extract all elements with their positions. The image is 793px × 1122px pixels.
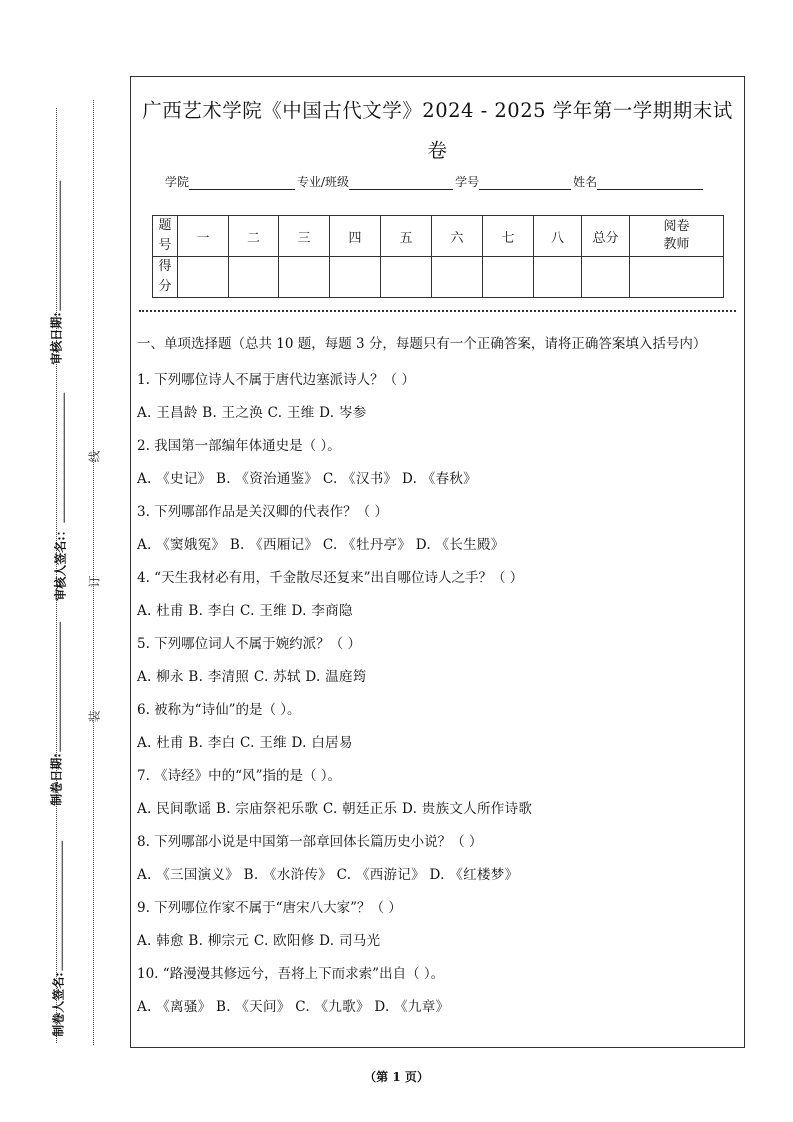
question-text: 8. 下列哪部小说是中国第一部章回体长篇历史小说？（ ） (137, 834, 483, 850)
major-class-field[interactable] (349, 177, 453, 190)
exam-title-line1: 广西艺术学院《中国古代文学》2024 - 2025 学年第一学期期末试 (142, 99, 733, 122)
reviewer-sign-line[interactable] (53, 392, 65, 522)
separator-dotted-line (139, 310, 736, 312)
section-header: 一、单项选择题（总共 10 题，每题 3 分，每题只有一个正确答案，请将正确答案填入括号内） (137, 336, 707, 352)
reviewer-sign-field (52, 392, 69, 600)
question-options: A. 《史记》 B. 《资治通鉴》 C. 《汉书》 D. 《春秋》 (137, 471, 477, 487)
maker-sign-field (50, 840, 67, 1036)
score-cell[interactable] (534, 257, 582, 298)
question-text: 3. 下列哪部作品是关汉卿的代表作？（ ） (137, 504, 388, 520)
header-cell-total: 总分 (582, 216, 630, 257)
score-cell[interactable] (432, 257, 483, 298)
student-info-row (165, 173, 705, 190)
college-field[interactable] (189, 177, 295, 190)
student-id-field[interactable] (479, 177, 571, 190)
score-cell[interactable] (381, 257, 432, 298)
college-label: 学院 (165, 175, 190, 189)
binding-dotted-line-inner (93, 100, 94, 1045)
question-text: 1. 下列哪位诗人不属于唐代边塞派诗人？（ ） (137, 372, 415, 388)
header-cell-4: 四 (330, 216, 381, 257)
name-field[interactable] (597, 177, 703, 190)
review-date-field (48, 180, 65, 364)
header-cell-3: 三 (279, 216, 330, 257)
question-text: 6. 被称为“诗仙”的是（ ）。 (137, 702, 301, 718)
maker-sign-line[interactable] (51, 840, 63, 970)
page-number-footer: （第 1 页） (364, 1070, 429, 1084)
score-cell[interactable] (279, 257, 330, 298)
exam-frame (130, 76, 745, 1048)
binding-mark-xian: 线 (87, 450, 102, 463)
binding-mark-zhuang: 装 (87, 710, 102, 723)
make-date-line[interactable] (49, 621, 61, 751)
name-label: 姓名 (573, 175, 598, 189)
question-options: A. 柳永 B. 李清照 C. 苏轼 D. 温庭筠 (137, 669, 367, 685)
score-cell[interactable] (330, 257, 381, 298)
score-cell[interactable] (582, 257, 630, 298)
question-options: A. 《窦娥冤》 B. 《西厢记》 C. 《牡丹亭》 D. 《长生殿》 (137, 537, 505, 553)
question-text: 9. 下列哪位作家不属于“唐宋八大家”？（ ） (137, 900, 402, 916)
question-number-label: 题号 (153, 216, 178, 257)
question-options: A. 韩愈 B. 柳宗元 C. 欧阳修 D. 司马光 (137, 933, 381, 949)
binding-mark-ding: 订 (87, 575, 102, 588)
header-cell-2: 二 (229, 216, 279, 257)
header-cell-5: 五 (381, 216, 432, 257)
question-options: A. 《三国演义》 B. 《水浒传》 C. 《西游记》 D. 《红楼梦》 (137, 867, 519, 883)
exam-title (131, 91, 744, 171)
question-options: A. 杜甫 B. 李白 C. 王维 D. 白居易 (137, 735, 353, 751)
header-cell-8: 八 (534, 216, 582, 257)
make-date-label: 制卷日期: (49, 753, 64, 806)
review-date-line[interactable] (49, 180, 61, 310)
question-area (137, 333, 739, 1024)
exam-title-line2: 卷 (427, 139, 448, 162)
question-options: A. 《离骚》 B. 《天问》 C. 《九歌》 D. 《九章》 (137, 999, 450, 1015)
question-text: 10. “路漫漫其修远兮，吾将上下而求索”出自（ ）。 (137, 966, 445, 982)
maker-sign-label: 制卷人签名: (51, 972, 66, 1037)
question-text: 4. “天生我材必有用，千金散尽还复来”出自哪位诗人之手？（ ） (137, 570, 524, 586)
question-options: A. 民间歌谣 B. 宗庙祭祀乐歌 C. 朝廷正乐 D. 贵族文人所作诗歌 (137, 801, 533, 817)
score-label: 得分 (153, 257, 178, 298)
make-date-field (48, 621, 65, 805)
header-cell-grader: 阅卷教师 (630, 216, 724, 257)
student-id-label: 学号 (455, 175, 480, 189)
score-cell[interactable] (630, 257, 724, 298)
score-cell[interactable] (483, 257, 534, 298)
question-options: A. 王昌龄 B. 王之涣 C. 王维 D. 岑参 (137, 405, 367, 421)
review-date-label: 审核日期: (49, 312, 64, 365)
question-text: 5. 下列哪位词人不属于婉约派？（ ） (137, 636, 361, 652)
score-table-header-row (153, 216, 724, 257)
question-text: 2. 我国第一部编年体通史是（ ）。 (137, 438, 341, 454)
score-table (152, 215, 724, 298)
header-cell-1: 一 (178, 216, 229, 257)
header-cell-7: 七 (483, 216, 534, 257)
score-table-score-row (153, 257, 724, 298)
major-class-label: 专业/班级 (297, 175, 350, 189)
question-options: A. 杜甫 B. 李白 C. 王维 D. 李商隐 (137, 603, 353, 619)
score-cell[interactable] (178, 257, 229, 298)
question-text: 7. 《诗经》中的“风”指的是（ ）。 (137, 768, 342, 784)
score-cell[interactable] (229, 257, 279, 298)
reviewer-sign-label: 审核人签名:： (53, 524, 68, 601)
header-cell-6: 六 (432, 216, 483, 257)
